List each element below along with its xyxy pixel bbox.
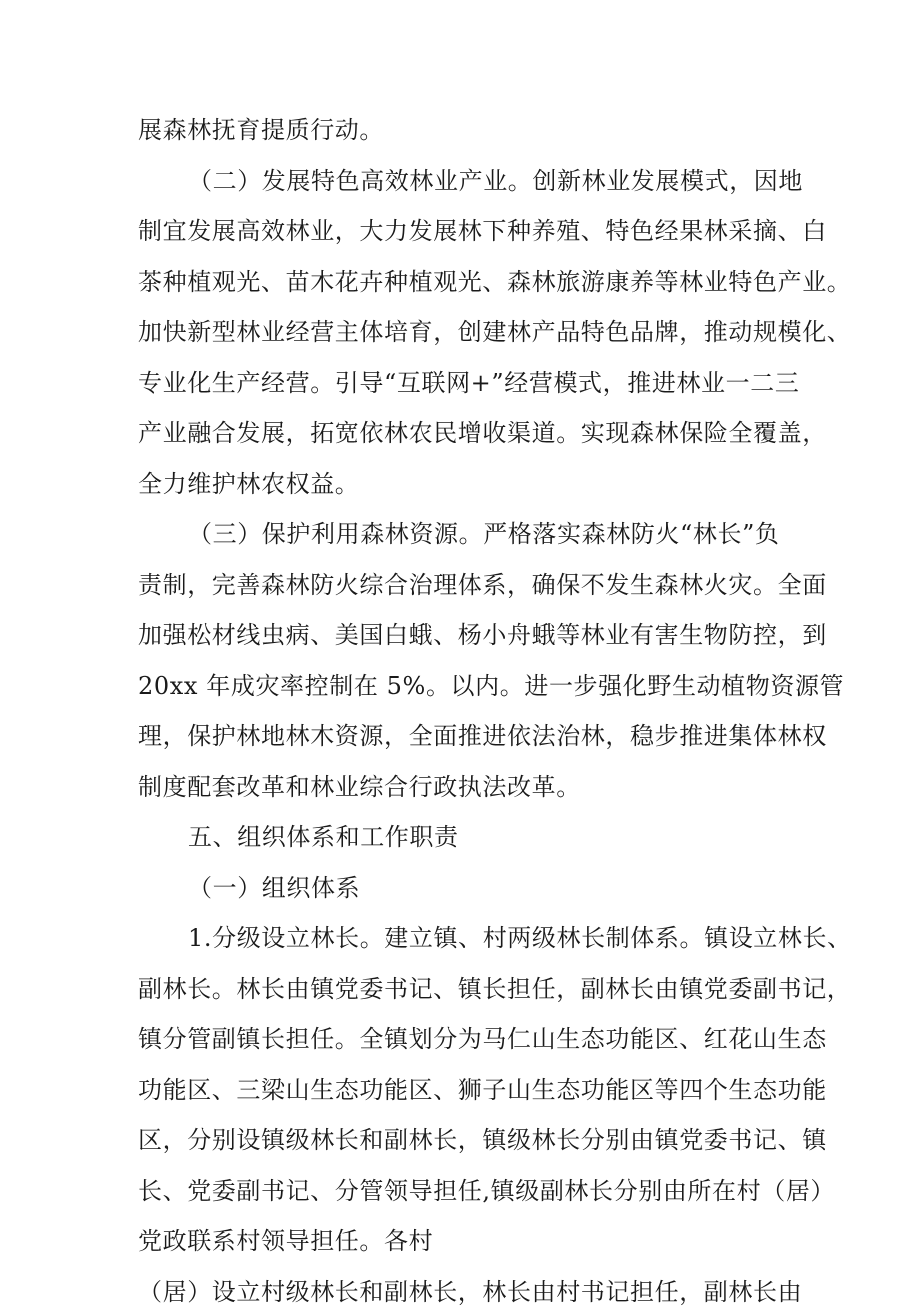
text-line: （二）发展特色高效林业产业。创新林业发展模式，因地: [188, 167, 803, 195]
text-line: 展森林抚育提质行动。: [138, 116, 384, 144]
section-heading: 五、组织体系和工作职责: [188, 823, 459, 851]
text-line: 1.分级设立林长。建立镇、村两级林长制体系。镇设立林长、: [188, 924, 852, 952]
text-line: 加强松材线虫病、美国白蛾、杨小舟蛾等林业有害生物防控，到: [138, 621, 827, 649]
text-line: 制度配套改革和林业综合行政执法改革。: [138, 773, 581, 801]
text-line: 长、党委副书记、分管领导担任,镇级副林长分别由所在村（居）: [138, 1177, 836, 1205]
text-line: 责制，完善森林防火综合治理体系，确保不发生森林火灾。全面: [138, 571, 827, 599]
text-line: 20xx 年成灾率控制在 5%。以内。进一步强化野生动植物资源管: [138, 672, 845, 700]
text-line: 茶种植观光、苗木花卉种植观光、森林旅游康养等林业特色产业。: [138, 268, 852, 296]
subsection-heading: （一）组织体系: [188, 874, 361, 902]
text-line: 区，分别设镇级林长和副林长，镇级林长分别由镇党委书记、镇: [138, 1126, 827, 1154]
text-line: 理，保护林地林木资源，全面推进依法治林，稳步推进集体林权: [138, 722, 827, 750]
text-line: 副林长。林长由镇党委书记、镇长担任，副林长由镇党委副书记，: [138, 975, 852, 1003]
text-line: （三）保护利用森林资源。严格落实森林防火“林长”负: [188, 520, 780, 548]
text-line: （居）设立村级林长和副林长，林长由村书记担任，副林长由: [138, 1278, 803, 1306]
text-line: 党政联系村领导担任。各村: [138, 1227, 434, 1255]
text-line: 专业化生产经营。引导“互联网+”经营模式，推进林业一二三: [138, 369, 800, 397]
text-line: 产业融合发展，拓宽依林农民增收渠道。实现森林保险全覆盖，: [138, 419, 827, 447]
text-line: 镇分管副镇长担任。全镇划分为马仁山生态功能区、红花山生态: [138, 1025, 827, 1053]
text-line: 全力维护林农权益。: [138, 470, 360, 498]
text-line: 加快新型林业经营主体培育，创建林产品特色品牌，推动规模化、: [138, 318, 852, 346]
text-line: 功能区、三梁山生态功能区、狮子山生态功能区等四个生态功能: [138, 1076, 827, 1104]
text-line: 制宜发展高效林业，大力发展林下种养殖、特色经果林采摘、白: [138, 217, 827, 245]
